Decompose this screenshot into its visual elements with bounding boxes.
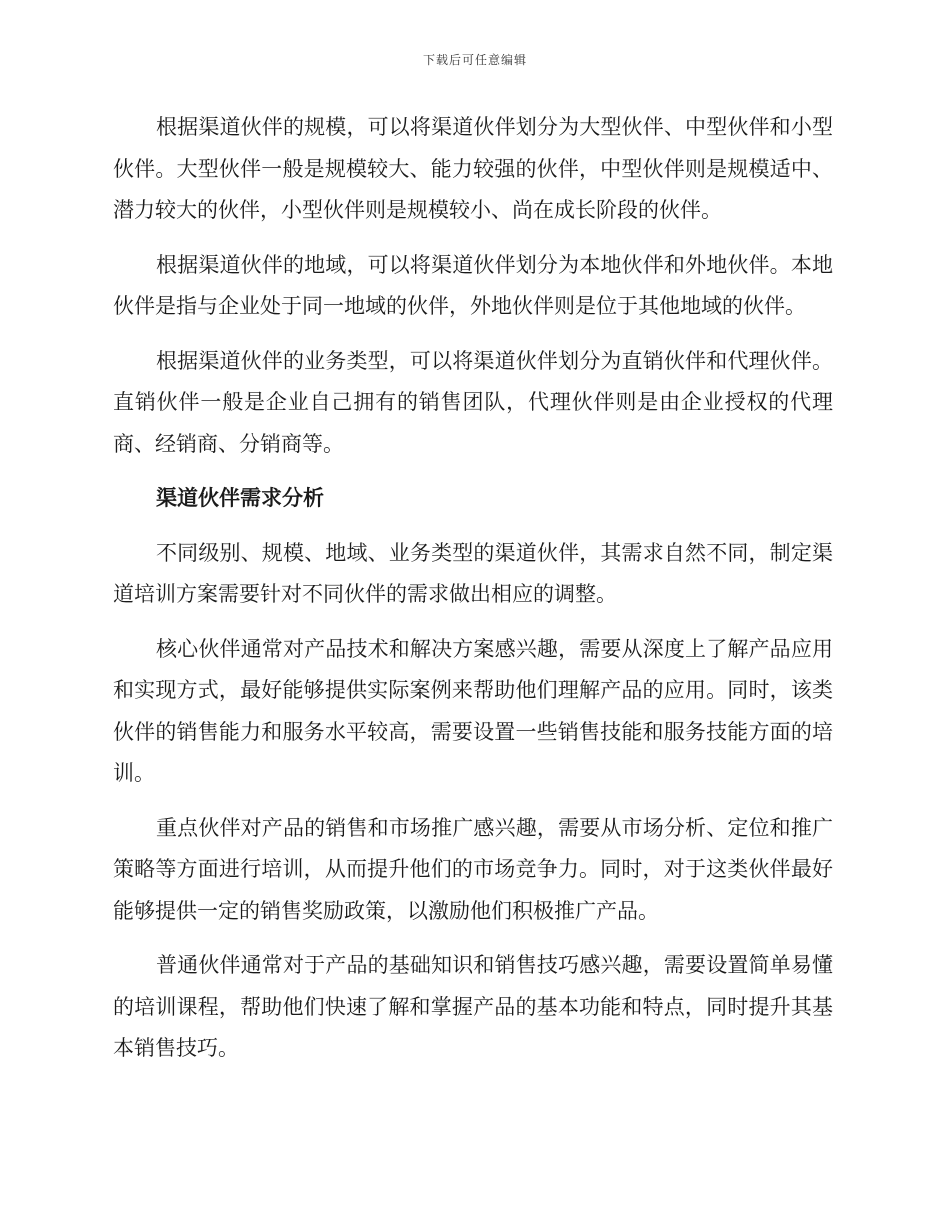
paragraph-general-partners: 普通伙伴通常对于产品的基础知识和销售技巧感兴趣，需要设置简单易懂的培训课程，帮助他们快速了解和掌握产品的基本功能和特点，同时提升其基本销售技巧。: [113, 953, 833, 1060]
paragraph-key-partners: 重点伙伴对产品的销售和市场推广感兴趣，需要从市场分析、定位和推广策略等方面进行培训，从而提升他们的市场竞争力。同时，对于这类伙伴最好能够提供一定的销售奖励政策，以激励他们积极推广产品。: [113, 815, 833, 923]
page-header: 下载后可任意编辑: [422, 53, 527, 67]
document-body: [113, 107, 833, 1083]
section-heading: 渠道伙伴需求分析: [156, 486, 324, 510]
paragraph-scale: 根据渠道伙伴的规模，可以将渠道伙伴划分为大型伙伴、中型伙伴和小型伙伴。大型伙伴一般是规模较大、能力较强的伙伴，中型伙伴则是规模适中、潜力较大的伙伴，小型伙伴则是规模较小、尚在成长阶段的伙伴。: [113, 115, 833, 222]
paragraph-core-partners: 核心伙伴通常对产品技术和解决方案感兴趣，需要从深度上了解产品应用和实现方式，最好能够提供实际案例来帮助他们理解产品的应用。同时，该类伙伴的销售能力和服务水平较高，需要设置一些销售技能和服务技能方面的培训。: [113, 636, 833, 785]
paragraph-region: 根据渠道伙伴的地域，可以将渠道伙伴划分为本地伙伴和外地伙伴。本地伙伴是指与企业处于同一地域的伙伴，外地伙伴则是位于其他地域的伙伴。: [113, 252, 833, 318]
paragraph-needs-intro: 不同级别、规模、地域、业务类型的渠道伙伴，其需求自然不同，制定渠道培训方案需要针对不同伙伴的需求做出相应的调整。: [113, 540, 833, 606]
paragraph-business-type: 根据渠道伙伴的业务类型，可以将渠道伙伴划分为直销伙伴和代理伙伴。直销伙伴一般是企业自己拥有的销售团队，代理伙伴则是由企业授权的代理商、经销商、分销商等。: [113, 348, 833, 456]
